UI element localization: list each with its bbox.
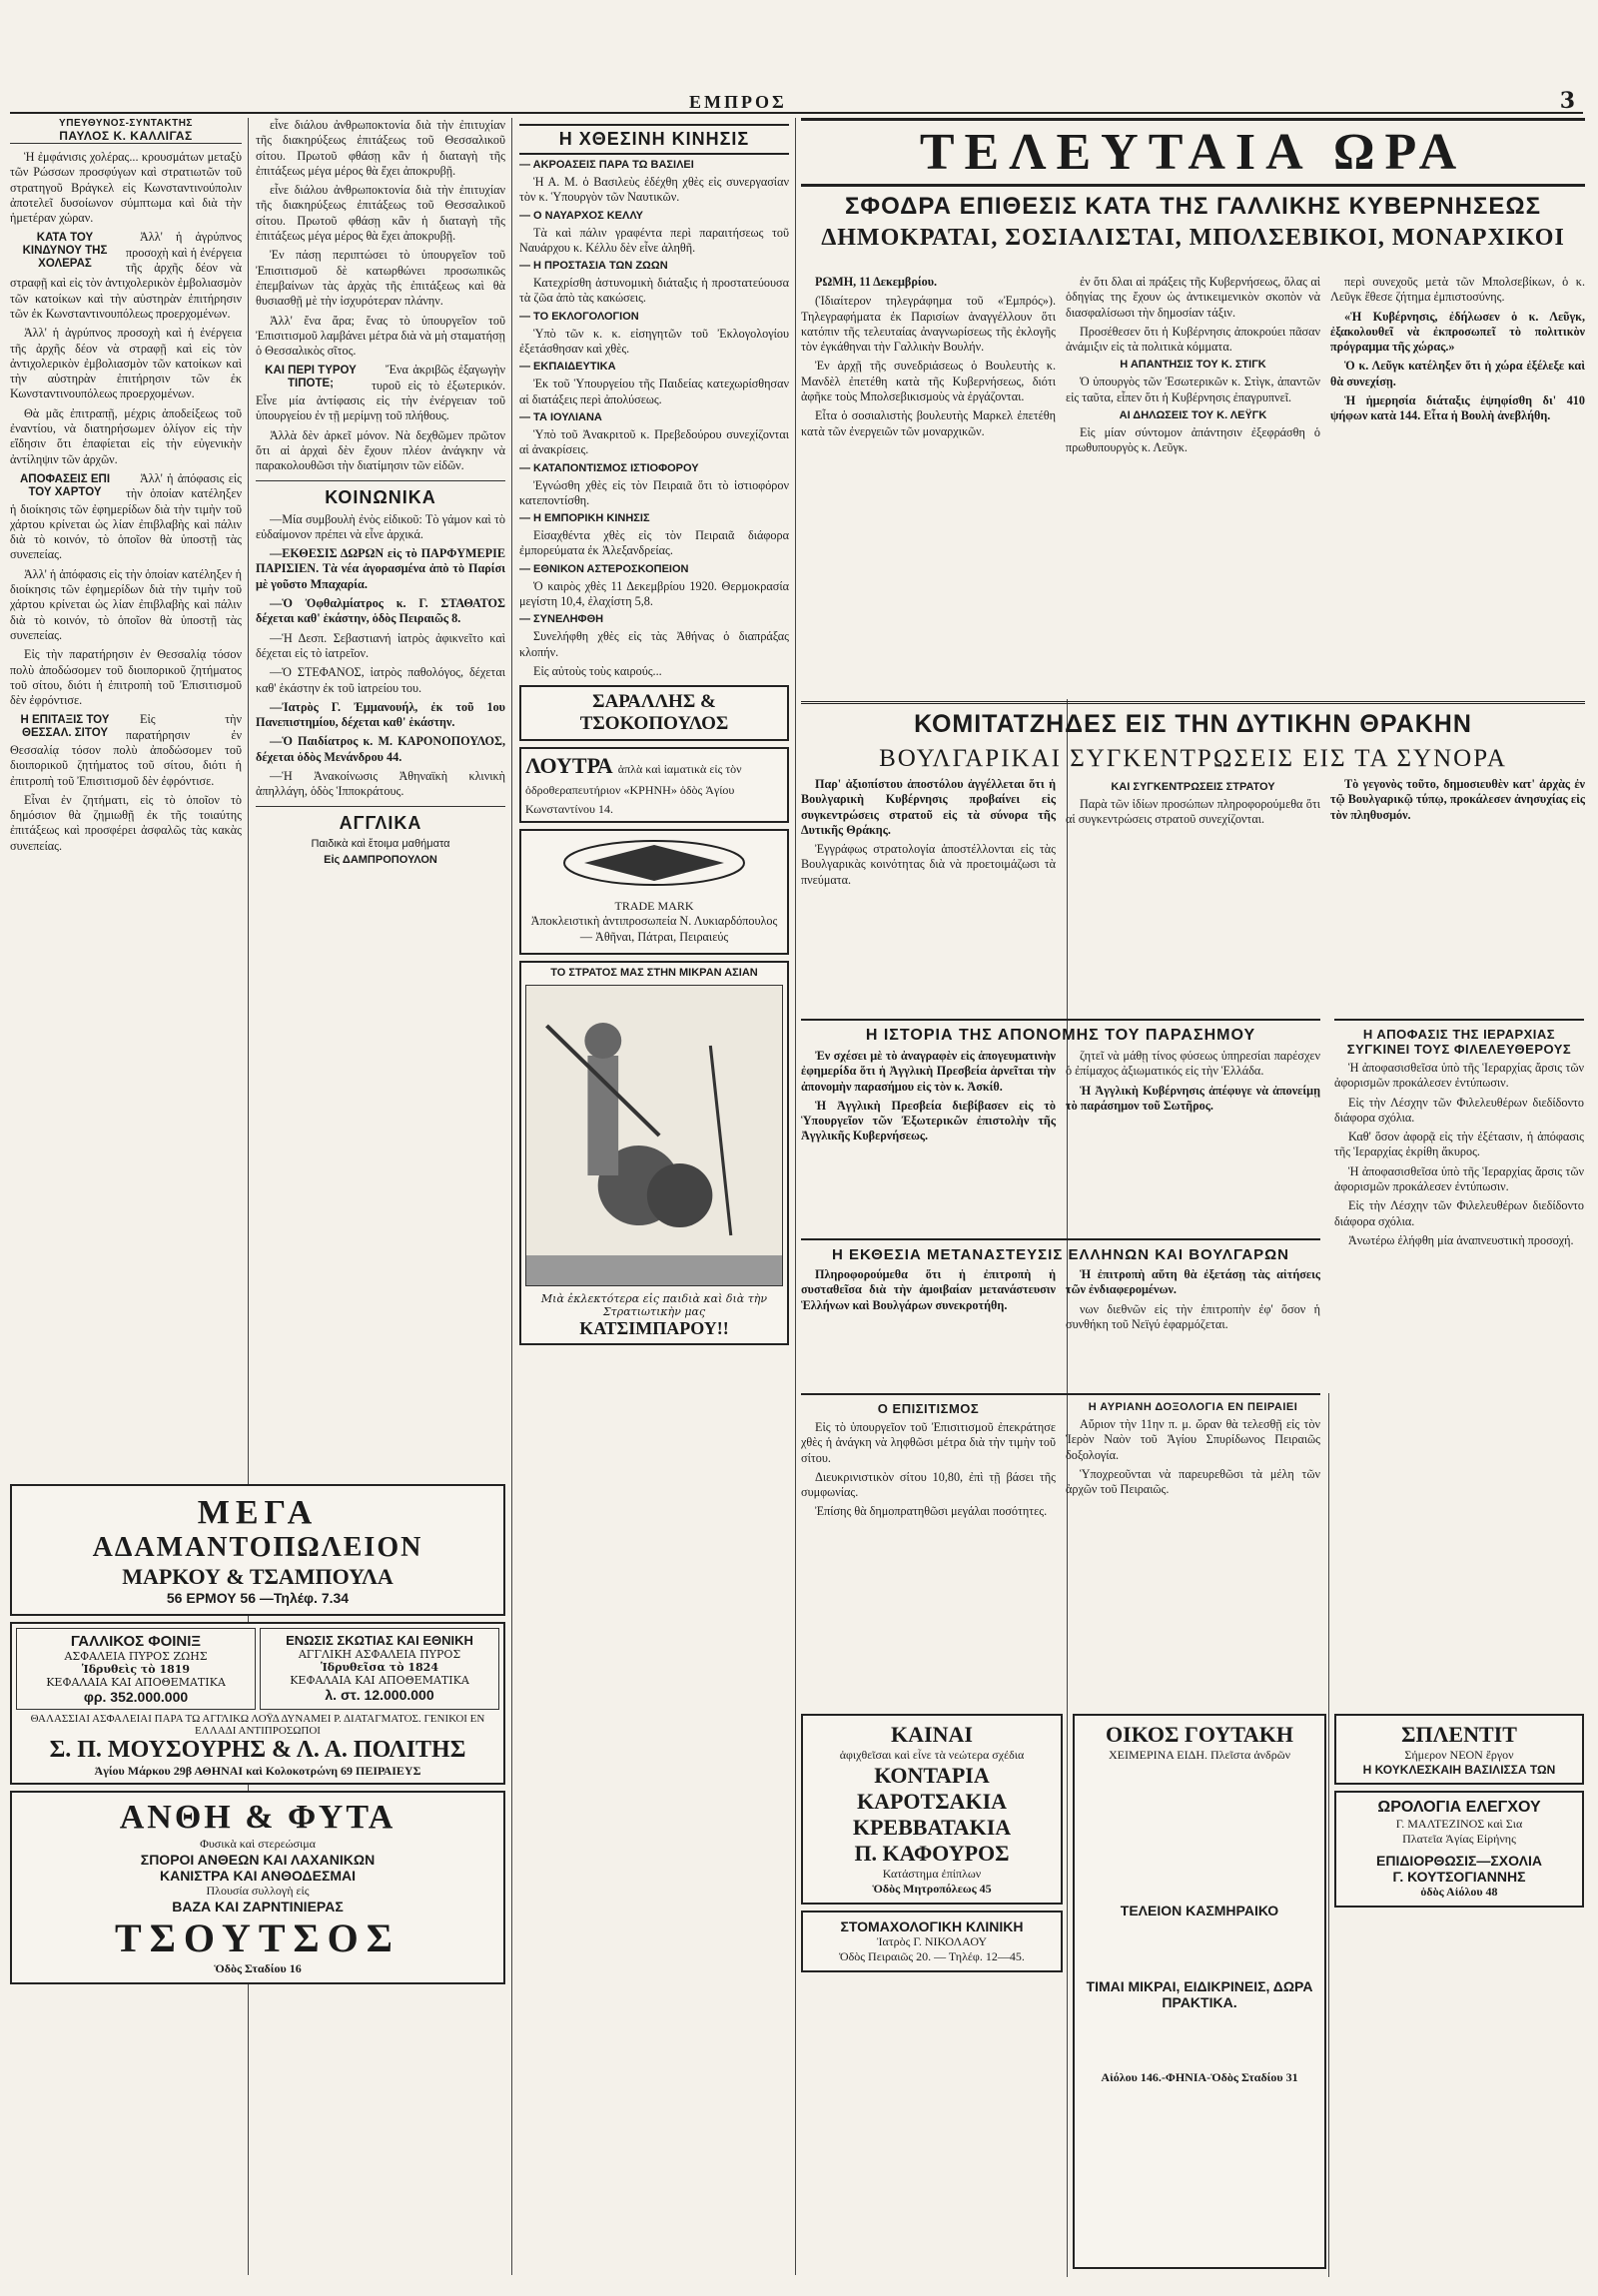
ad-saralis — [519, 685, 789, 741]
social-item: —Ὁ Ὀφθαλμίατρος κ. Γ. ΣΤΑΘΑΤΟΣ δέχεται καθ' ἑκάστην, ὁδὸς Πειραιῶς 8. — [256, 596, 505, 626]
article-text: Παρ' ἀξιοπίστου ἀποστόλου ἀγγέλλεται ὅτι ἡ Βουλγαρικὴ Κυβέρνησις προβαίνει εἰς συγκεντρώσεις στρατοῦ εἰς τὰ σύνορα τῆς Δυτικῆς Θράκης. — [801, 777, 1056, 837]
ad-clinic-address: Ὁδὸς Πειραιῶς 20. — Τηλέφ. 12—45. — [839, 1949, 1025, 1963]
ad-trademark — [519, 829, 789, 955]
article-text: Ὑποχρεοῦνται νὰ παρευρεθῶσι τὰ μέλη τῶν ἀρχῶν τοῦ Πειραιῶς. — [1066, 1466, 1320, 1497]
ad-flowers-name: ΤΣΟΥΤΣΟΣ — [115, 1915, 400, 1960]
insurance-right-amount: λ. στ. 12.000.000 — [325, 1687, 434, 1703]
article-text: Ἡ ἐμφάνισις χολέρας... κρουσμάτων μεταξὺ τῶν Ρώσσων προσφύγων καὶ στρατιωτῶν τοῦ στρατηγοῦ Βράγκελ εἰς Κωνσταντινούπολιν ἀποτελεῖ δυσοίωνον σύμπτωμα καὶ διὰ τὴν ἡμετέραν χώραν. — [10, 150, 242, 226]
ad-watches-sub: Γ. ΜΑΛΤΕΖΙΝΟΣ καὶ Σια — [1395, 1817, 1523, 1831]
ad-trademark-text: Ἀποκλειστικὴ ἀντιπροσωπεία Ν. Λυκιαρδόπουλος — Ἀθῆναι, Πάτραι, Πειραιεύς — [530, 914, 778, 944]
article-text: Τὸ γεγονὸς τοῦτο, δημοσιευθὲν κατ' ἀρχὰς ἐν τῷ Βουλγαρικῷ τύπῳ, προκάλεσεν ἀνησυχίας εἰς τὸν πληθυσμόν. — [1330, 777, 1585, 822]
article-french-govt — [801, 275, 1585, 694]
article-text: Εἰς τὴν παρατήρησιν ἐν Θεσσαλίᾳ τόσον πολὺ ἀποδώσομεν τοῦ διοιπορικοῦ ζητήματος τοῦ σίτου, διότι ἡ ἐπιτροπὴ τοῦ Ἐπισιτισμοῦ δὲν ἐφρόντισε. — [10, 647, 242, 708]
byline-label: ΥΠΕΥΘΥΝΟΣ-ΣΥΝΤΑΚΤΗΣ — [59, 118, 193, 129]
article-text: Ἀλλ' ἔνα ἄρα; ἕνας τὸ ὑπουργεῖον τοῦ Ἐπισιτισμοῦ λαμβάνει μέτρα διὰ νὰ μὴ σταματήσῃ ὁ Θεσσαλικὸς σῖτος. — [256, 313, 505, 359]
article-column — [1330, 275, 1585, 694]
ad-english-title: ΑΓΓΛΙΚΑ — [339, 812, 422, 833]
column-2 — [256, 118, 505, 1471]
ad-goutaki-address: Αἰόλου 146.-ΦΗΝΙΑ-Ὁδὸς Σταδίου 31 — [1101, 2070, 1298, 2084]
article-text: νων διεθνῶν εἰς τὴν ἐπιτροπὴν ἐφ' ὅσον ἡ συνθήκη τοῦ Νεϊγύ ἐφαρμόζεται. — [1066, 1301, 1320, 1331]
article-column — [1066, 275, 1320, 694]
ad-english-line: Εἰς ΔΑΜΠΡΟΠΟΥΛΟΝ — [324, 853, 437, 866]
ad-saralis-title: ΣΑΡΑΛΛΗΣ & ΤΣΟΚΟΠΟΥΛΟΣ — [579, 691, 729, 735]
article-supply — [801, 1393, 1320, 1705]
article-text: Προσέθεσεν ὅτι ἡ Κυβέρνησις ἀποκρούει πᾶσαν ἀνάμιξιν εἰς τὰ πολιτικὰ κόμματα. — [1066, 324, 1320, 355]
ad-goutaki-sub: ΧΕΙΜΕΡΙΝΑ ΕΙΔΗ. Πλεῖστα ἀνδρῶν — [1108, 1748, 1291, 1762]
illustration-soldiers-icon — [525, 985, 783, 1286]
insurance-left — [16, 1628, 256, 1710]
article-text: Εἰς τὴν Λέσχην τῶν Φιλελευθέρων διεδίδοντο διάφορα σχόλια. — [1334, 1095, 1584, 1125]
column-rule — [511, 118, 512, 2275]
ad-flowers-line: ΒΑΖΑ ΚΑΙ ΖΑΡΝΤΙΝΙΕΡΑΣ — [172, 1899, 344, 1914]
ads-block-middle — [801, 1708, 1063, 2277]
ad-furniture — [801, 1714, 1063, 1905]
article-text: Παρὰ τῶν ἰδίων προσώπων πληροφορούμεθα ὅτι αἱ συγκεντρώσεις στρατοῦ συνεχίζονται. — [1066, 797, 1320, 827]
article-thrace — [801, 701, 1585, 1019]
side-heading: ΚΑΤΑ ΤΟΥ ΚΙΝΔΥΝΟΥ ΤΗΣ ΧΟΛΕΡΑΣ — [22, 232, 108, 271]
article-text: Ἡ ἀποφασισθεῖσα ὑπὸ τῆς Ἱεραρχίας ἄρσις τῶν ἀφορισμῶν προκάλεσεν ἐντύπωσιν. — [1334, 1061, 1584, 1091]
ad-insurance — [10, 1622, 505, 1785]
ad-jewelry — [10, 1484, 505, 1616]
ad-furniture-new: ΚΑΙΝΑΙ — [891, 1722, 973, 1747]
ad-furniture-item: ΚΡΕΒΒΑΤΑΚΙΑ — [852, 1815, 1012, 1840]
news-subhead: — ΤΑ ΙΟΥΛΙΑΝΑ — [519, 410, 602, 423]
news-subhead: — ΕΚΠΑΙΔΕΥΤΙΚΑ — [519, 361, 616, 374]
section-heading-social: ΚΟΙΝΩΝΙΚΑ — [325, 486, 436, 507]
article-subhead: ΚΑΙ ΣΥΓΚΕΝΤΡΩΣΕΙΣ ΣΤΡΑΤΟΥ — [1111, 781, 1275, 793]
article-text: Ἀλλ' ἡ ἀγρύπνος προσοχὴ καὶ ἡ ἐνέργεια τῆς ἀρχῆς δέον νὰ στραφῇ καὶ εἰς τὸν ἀντιχολερικὸν ἐμβολιασμὸν τῶν κατοίκων καὶ τὴν αὐστηρὰν ἐπιτήρησιν τῶν ἐκ Κωνσταντινουπόλεως προερχομένων. — [10, 230, 242, 321]
article-text: Ἐν πάσῃ περιπτώσει τὸ ὑπουργεῖον τοῦ Ἐπισιτισμοῦ δὲ κατωρθώνει προσωπικῶς ἐπεμβαίνων τὰς ἀρχὰς τῆς ἐπιτάξεως καὶ θὰ θυσιασθῇ μὲ τὴν ἰσχυρότεραν πλάνην. — [256, 248, 505, 309]
article-thrace-deck: ΒΟΥΛΓΑΡΙΚΑΙ ΣΥΓΚΕΝΤΡΩΣΕΙΣ ΕΙΣ ΤΑ ΣΥΝΟΡΑ — [879, 745, 1507, 772]
social-item: —Μία συμβουλὴ ἐνὸς εἰδικοῦ: Τὸ γάμον καὶ τὸ εὐδαίμονον πρέπει νὰ εἶνε ἀρχικά. — [256, 511, 505, 541]
article-text: Εἰς τὴν Λέσχην τῶν Φιλελευθέρων διεδίδοντο διάφορα σχόλια. — [1334, 1198, 1584, 1228]
article-text: Ἡ Ἀγγλικὴ Πρεσβεία διεβίβασεν εἰς τὸ Ὑπουργεῖον τῶν Ἐξωτερικῶν ἐπιστολὴν τῆς Ἀγγλικῆς Κυβερνήσεως. — [801, 1098, 1056, 1144]
ad-watches — [1334, 1791, 1584, 1908]
ad-furniture-sub: ἀφιχθεῖσαι καὶ εἶνε τὰ νεώτερα σχέδια — [839, 1748, 1025, 1762]
social-item: —ΕΚΘΕΣΙΣ ΔΩΡΩΝ εἰς τὸ ΠΑΡΦΥΜΕΡΙΕ ΠΑΡΙΣΙΕΝ. Τὰ νέα ἀγορασμένα ἀπὸ τὸ Παρίσι μὲ γοῦστο Μπαχαρία. — [256, 546, 505, 591]
insurance-left-sub: ΑΣΦΑΛΕΙΑ ΠΥΡΟΣ ΖΩΗΣ — [64, 1650, 208, 1663]
insurance-left-cap: ΚΕΦΑΛΑΙΑ ΚΑΙ ΑΠΟΘΕΜΑΤΙΚΑ — [46, 1676, 226, 1689]
article-text: Ἔνα ἀκριβῶς ἐξαγωγὴν τυροῦ εἰς τὸ ἐξωτερικόν. Εἶνε μία ἀντίφασις εἰς τὴν ἐνέργειαν τοῦ ὑπουργείου ἐν τῇ μερίμνῃ τοῦ πλήθους. — [256, 363, 505, 423]
banner-deck-2: ΔΗΜΟΚΡΑΤΑΙ, ΣΟΣΙΑΛΙΣΤΑΙ, ΜΠΟΛΣΕΒΙΚΟΙ, ΜΟΝΑΡΧΙΚΟΙ — [821, 225, 1565, 251]
ad-katsimbarou-foot: Μιὰ ἐκλεκτότερα εἰς παιδιὰ καὶ διὰ τὴν Στρατιωτικὴν μας — [540, 1291, 768, 1318]
banner-deck-1: ΣΦΟΔΡΑ ΕΠΙΘΕΣΙΣ ΚΑΤΑ ΤΗΣ ΓΑΛΛΙΚΗΣ ΚΥΒΕΡΝΗΣΕΩΣ — [844, 193, 1541, 220]
ad-english-line: Παιδικὰ καὶ ἔτοιμα μαθήματα — [311, 837, 450, 850]
news-subhead: — Η ΕΜΠΟΡΙΚΗ ΚΙΝΗΣΙΣ — [519, 512, 650, 525]
article-hierarchy — [1334, 1019, 1584, 1705]
news-item: Ἐκ τοῦ Ὑπουργείου τῆς Παιδείας κατεχωρίσθησαν αἱ διατάξεις περὶ ἀπολύσεως. — [519, 377, 789, 406]
article-text: Ἐπίσης θὰ δημοπρατηθῶσι μεγάλαι ποσότητες. — [815, 1504, 1048, 1519]
article-thrace-head: ΚΟΜΙΤΑΤΖΗΔΕΣ ΕΙΣ ΤΗΝ ΔΥΤΙΚΗΝ ΘΡΑΚΗΝ — [914, 710, 1472, 738]
article-text: Εἰς τὸ ὑπουργεῖον τοῦ Ἐπισιτισμοῦ ἐπεκράτησε χθὲς ἡ ἀνάγκη νὰ ληφθῶσι μέτρα διὰ τὴν τιμὴν τοῦ σίτου. — [801, 1420, 1056, 1465]
news-subhead: — Η ΠΡΟΣΤΑΣΙΑ ΤΩΝ ΖΩΩΝ — [519, 260, 668, 273]
article-medal-head: Η ΙΣΤΟΡΙΑ ΤΗΣ ΑΠΟΝΟΜΗΣ ΤΟΥ ΠΑΡΑΣΗΜΟΥ — [865, 1027, 1256, 1044]
ad-loutra-text: ἁπλὰ καὶ ἰαματικὰ εἰς τὸν ὁδροθεραπευτήριον «ΚΡΗΝΗ» ὁδὸς Ἁγίου Κωνσταντίνου 14. — [525, 762, 742, 817]
ad-watches-title: ΩΡΟΛΟΓΙΑ ΕΛΕΓΧΟΥ — [1377, 1799, 1541, 1816]
ad-flowers-line: Πλουσία συλλογὴ εἰς — [206, 1884, 310, 1898]
article-supply-head: Ο ΕΠΙΣΙΤΙΣΜΟΣ — [877, 1401, 980, 1416]
article-text: Καθ' ὅσον ἀφορᾷ εἰς τὴν ἐξέτασιν, ἡ ἀπόφασις τῆς Ἱεραρχίας ἐκρίθη ἄκυρος. — [1334, 1130, 1584, 1159]
article-text: Ἀλλ' ἡ ἀπόφασις εἰς τὴν ὁποίαν κατέληξεν ἡ διοίκησις τῶν ἐφημερίδων διὰ τὴν τιμὴν τοῦ χάρτου κρίνεται ὡς λίαν ἐπιβλαβὴς καὶ πάλιν διὰ τὸ κοινόν, τὸ ὁποῖον θὰ ὑποστῇ τὰς συνεπείας. — [10, 470, 242, 562]
article-text: περὶ συνεχοῦς μετὰ τῶν Μπολσεβίκων, ὁ κ. Λεῦγκ ἔθεσε ζήτημα ἐμπιστοσύνης. — [1330, 275, 1585, 305]
ad-flowers — [10, 1791, 505, 1984]
ad-splendid — [1334, 1714, 1584, 1785]
ad-goutaki-line: ΤΕΛΕΙΟΝ ΚΑΣΜΗΡΑΙΚΟ — [1120, 1903, 1279, 1918]
article-migration — [801, 1238, 1320, 1390]
ad-loutra — [519, 747, 789, 823]
ad-loutra-title: ΛΟΥΤΡΑ — [525, 753, 613, 779]
insurance-left-year: Ἱδρυθεὶς τὸ 1819 — [81, 1663, 191, 1676]
article-medal — [801, 1019, 1320, 1238]
ad-flowers-line: ΚΑΝΙΣΤΡΑ ΚΑΙ ΑΝΘΟΔΕΣΜΑΙ — [159, 1868, 357, 1884]
article-text: Εἰς μίαν σύντομον ἀπάντησιν ἐξεφράσθη ὁ πρωθυπουργὸς κ. Λεῦγκ. — [1066, 425, 1320, 455]
insurance-agents-address: Ἁγίου Μάρκου 29β ΑΘΗΝΑΙ καὶ Κολοκοτρώνη 69 ΠΕΙΡΑΙΕΥΣ — [94, 1764, 421, 1778]
ad-splendid-film: Η ΚΟΥΚΛΕΣΚΑΙΗ ΒΑΣΙΛΙΣΣΑ ΤΩΝ — [1362, 1763, 1556, 1777]
column-1 — [10, 118, 242, 858]
insurance-left-title: ΓΑΛΛΙΚΟΣ ΦΟΙΝΙΞ — [70, 1633, 202, 1650]
news-item: Ἡ Α. Μ. ὁ Βασιλεὺς ἐδέχθη χθὲς εἰς συνεργασίαν τὸν κ. Ὑπουργὸν τῶν Ναυτικῶν. — [519, 175, 789, 205]
article-subhead: Η ΑΠΑΝΤΗΣΙΣ ΤΟΥ Κ. ΣΤΙΓΚ — [1120, 359, 1266, 372]
ad-goutaki — [1073, 1714, 1326, 2269]
ad-repair-name: Γ. ΚΟΥΤΣΟΓΙΑΝΝΗΣ — [1392, 1869, 1526, 1885]
insurance-common: ΘΑΛΑΣΣΙΑΙ ΑΣΦΑΛΕΙΑΙ ΠΑΡΑ ΤΩ ΑΓΓΛΙΚΩ ΛΟΫΔ ΔΥΝΑΜΕΙ Ρ. ΔΙΑΤΑΓΜΑΤΟΣ. ΓΕΝΙΚΟΙ ΕΝ ΕΛΛΑΔΙ ΑΝΤΙΠΡΟΣΩΠΟΙ — [30, 1713, 485, 1737]
ad-furniture-name: Π. ΚΑΦΟΥΡΟΣ — [854, 1841, 1010, 1866]
news-subhead: — ΑΚΡΟΑΣΕΙΣ ΠΑΡΑ ΤΩ ΒΑΣΙΛΕΙ — [519, 159, 694, 171]
article-subhead: ΑΙ ΔΗΛΩΣΕΙΣ ΤΟΥ Κ. ΛΕΫΓΚ — [1119, 409, 1267, 422]
article-text: Αὔριον τὴν 11ην π. μ. ὥραν θὰ τελεσθῇ εἰς τὸν Ἱερὸν Ναὸν τοῦ Ἁγίου Σπυρίδωνος Πειραιῶς δοξολογία. — [1066, 1417, 1320, 1462]
article-doxology-head: Η ΑΥΡΙΑΝΗ ΔΟΞΟΛΟΓΙΑ ΕΝ ΠΕΙΡΑΙΕΙ — [1088, 1401, 1298, 1413]
insurance-agents: Σ. Π. ΜΟΥΣΟΥΡΗΣ & Λ. Α. ΠΟΛΙΤΗΣ — [49, 1737, 466, 1763]
article-text: Εἶτα ὁ σοσιαλιστὴς βουλευτὴς Μαρκελ ἐπετέθη κατὰ τῶν ἐνεργειῶν τῶν μοναρχικῶν. — [801, 408, 1056, 438]
article-text: εἶνε διάλου ἀνθρωποκτονία διὰ τὴν ἐπιτυχίαν τῆς διακηρύξεως ἐπιτάξεως τοῦ Θεσσαλικοῦ σίτου. Πρωτοῦ φθάσῃ κἂν ἡ διαταγὴ τῆς ἐπιτάξεως μέγα μέρος θὰ ἔχει ἀποκρυβῇ. — [256, 118, 505, 178]
ad-flowers-line: ΣΠΟΡΟΙ ΑΝΘΕΩΝ ΚΑΙ ΛΑΧΑΝΙΚΩΝ — [140, 1852, 376, 1868]
social-item: —Ἡ Δεσπ. Σεβαστιανή ἰατρὸς ἀφικνεῖτο καὶ δέχεται εἰς τὸ ἰατρεῖον. — [256, 630, 505, 660]
ad-jewelry-title: ΑΔΑΜΑΝΤΟΠΩΛΕΙΟΝ — [92, 1532, 423, 1563]
article-text: Διευκρινιστικὸν σίτου 10,80, ἐπὶ τῇ βάσει τῆς συμφωνίας. — [801, 1469, 1056, 1500]
trademark-label: TRADE MARK — [614, 899, 694, 914]
insurance-left-amount: φρ. 352.000.000 — [83, 1689, 189, 1705]
insurance-right-year: Ἱδρυθεῖσα τὸ 1824 — [320, 1661, 438, 1674]
social-item: —Ὁ ΣΤΕΦΑΝΟΣ, ἰατρὸς παθολόγος, δέχεται καθ' ἑκάστην ἐκ τοῦ ἰατρείου του. — [256, 665, 505, 695]
insurance-right-title: ΕΝΩΣΙΣ ΣΚΩΤΙΑΣ ΚΑΙ ΕΘΝΙΚΗ — [286, 1633, 473, 1648]
breaking-news-banner — [801, 118, 1585, 252]
news-item: Ὁ καιρὸς χθὲς 11 Δεκεμβρίου 1920. Θερμοκρασία μεγίστη 10,4, ἐλαχίστη 5,8. — [519, 578, 789, 609]
news-subhead: — Ο ΝΑΥΑΡΧΟΣ ΚΕΛΛΥ — [519, 209, 644, 222]
article-text: εἶνε διάλου ἀνθρωποκτονία διὰ τὴν ἐπιτυχίαν τῆς διακηρύξεως ἐπιτάξεως τοῦ Θεσσαλικοῦ σίτου. Πρωτοῦ φθάσῃ κἂν ἡ διαταγὴ τῆς ἐπιτάξεως μέγα μέρος θὰ ἔχει ἀποκρυβῇ. — [256, 183, 505, 244]
news-item: Εἰς αὐτοὺς τοὺς καιρούς... — [533, 663, 662, 678]
ad-jewelry-address: 56 ΕΡΜΟΥ 56 —Τηλέφ. 7.34 — [166, 1590, 350, 1606]
article-text: Ἀλλ' ἡ ἀγρύπνος προσοχὴ καὶ ἡ ἐνέργεια τῆς ἀρχῆς δέον νὰ στραφῇ καὶ εἰς τὸν ἀντιχολερικὸν ἐμβολιασμὸν τῶν κατοίκων καὶ τὴν αὐστηρὰν ἐπιτήρησιν τῶν ἐκ Κωνσταντινουπόλεως προερχομένων. — [10, 326, 242, 401]
news-item: Ἐγνώσθη χθὲς εἰς τὸν Πειραιᾶ ὅτι τὸ ἱστιοφόρον κατεποντίσθη. — [519, 477, 789, 507]
ad-clinic-doctor: Ἰατρὸς Γ. ΝΙΚΟΛΑΟΥ — [876, 1934, 988, 1948]
ads-block-goutaki — [1073, 1708, 1326, 2277]
article-text: Ἐν ἀρχῇ τῆς συνεδριάσεως ὁ Βουλευτὴς κ. Μανδὲλ ἐπετέθη κατὰ τῆς Κυβερνήσεως, διότι ἀφῆκε τοὺς Μπολσεβικισμοὺς νὰ ἐργάζονται. — [801, 359, 1056, 404]
ad-clinic-title: ΣΤΟΜΑΧΟΛΟΓΙΚΗ ΚΛΙΝΙΚΗ — [840, 1918, 1024, 1934]
byline: ΠΑΥΛΟΣ Κ. ΚΑΛΛΙΓΑΣ — [10, 129, 242, 144]
article-text: ζητεῖ νὰ μάθῃ τίνος φύσεως ὑπηρεσίαι παρέσχεν ὁ ἐπίμαχος ἀξιωματικός εἰς τὴν Ἑλλάδα. — [1066, 1049, 1320, 1079]
ad-furniture-item: ΚΑΡΟΤΣΑΚΙΑ — [856, 1789, 1008, 1814]
article-text: Ἐν σχέσει μὲ τὸ ἀναγραφὲν εἰς ἀπογευματινὴν ἐφημερίδα ὅτι ἡ Ἀγγλικὴ Πρεσβεία ἀρνεῖται τὴν ἀπονομὴν παρασήμου εἰς τὸν κ. Ἀσκίθ. — [801, 1049, 1056, 1094]
news-item: Ὑπὸ τοῦ Ἀνακριτοῦ κ. Πρεβεδούρου συνεχίζονται αἱ ἀνακρίσεις. — [519, 426, 789, 457]
ad-clinic — [801, 1911, 1063, 1972]
social-item: —Ὁ Παιδίατρος κ. Μ. ΚΑΡΟΝΟΠΟΥΛΟΣ, δέχεται ὁδὸς Μενάνδρου 44. — [256, 734, 505, 764]
ad-goutaki-title: ΟΙΚΟΣ ΓΟΥΤΑΚΗ — [1106, 1722, 1293, 1747]
article-text: Ἀλλὰ δὲν ἀρκεῖ μόνον. Νὰ δεχθῶμεν πρῶτον ὅτι αἱ ἀρχαὶ δὲν ἔχουν πλέον ἀνάγκην νὰ παρακολουθῶσι τὴν διατίμησιν τῶν εἰδῶν. — [256, 427, 505, 473]
article-text: Εἶναι ἐν ζητήματι, εἰς τὸ ὁποῖον τὸ δημόσιον θὰ ζημιωθῇ ἐκ τῆς τοιαύτης ἐπιτάξεως καὶ προσφέρει ἀσφαλῶς τὰς κακὰς συνεπείας. — [10, 792, 242, 853]
article-text: Ἡ ἡμερησία διάταξις ἐψηφίσθη δι' 410 ψήφων κατὰ 144. Εἶτα ἡ Βουλὴ ἀνεβλήθη. — [1330, 393, 1585, 423]
ad-flowers-line: Φυσικὰ καὶ στερεώσιμα — [200, 1837, 316, 1851]
ad-repair-address: ὁδὸς Αἰόλου 48 — [1420, 1885, 1498, 1899]
ad-katsimbarou — [519, 961, 789, 1345]
news-item: Εἰσαχθέντα χθὲς εἰς τὸν Πειραιᾶ διάφορα ἐμπορεύματα ἐκ Ἀλεξανδρείας. — [519, 528, 789, 558]
ad-splendid-title: ΣΠΛΕΝΤΙΤ — [1401, 1722, 1517, 1747]
article-text: Ἡ Ἀγγλικὴ Κυβέρνησις ἀπέφυγε νὰ ἀπονείμῃ τὸ παράσημον τοῦ Σωτῆρος. — [1066, 1083, 1320, 1113]
column-3 — [519, 118, 789, 2275]
ad-katsimbarou-brand: ΚΑΤΣΙΜΠΑΡΟΥ!! — [579, 1317, 729, 1338]
ad-watches-address: Πλατεῖα Ἁγίας Εἰρήνης — [1402, 1832, 1516, 1846]
news-subhead: — ΤΟ ΕΚΛΟΓΟΛΟΓΙΟΝ — [519, 310, 639, 323]
insurance-right-sub: ΑΓΓΛΙΚΗ ΑΣΦΑΛΕΙΑ ΠΥΡΟΣ — [298, 1648, 461, 1661]
social-item: —Ἡ Ἀνακοίνωσις Ἀθηναϊκὴ κλινικὴ ἀπηλλάγη, ὁδὸς Ἱπποκράτους. — [256, 768, 505, 799]
ad-furniture-address: Ὁδὸς Μητροπόλεως 45 — [872, 1882, 992, 1896]
ad-goutaki-line: ΤΙΜΑΙ ΜΙΚΡΑΙ, ΕΙΔΙΚΡΙΝΕΙΣ, ΔΩΡΑ ΠΡΑΚΤΙΚΑ. — [1086, 1978, 1313, 2010]
article-text: Ἀλλ' ἡ ἀπόφασις εἰς τὴν ὁποίαν κατέληξεν ἡ διοίκησις τῶν ἐφημερίδων διὰ τὴν τιμὴν τοῦ χάρτου κρίνεται ὡς λίαν ἐπιβλαβὴς καὶ πάλιν διὰ τὸ κοινόν, τὸ ὁποῖον θὰ ὑποστῇ τὰς συνεπείας. — [10, 566, 242, 642]
article-text: ἐν ὅτι δλαι αἱ πράξεις τῆς Κυβερνήσεως, ὅλας αἱ ὁδηγίας της ἔχουν ὡς ἀντικειμενικὸν σκοπὸν νὰ διασφαλίσωσι τὴν δημοσίαν τάξιν. — [1066, 275, 1320, 320]
newspaper-name: ΕΜΠΡΟΣ — [689, 92, 787, 112]
trademark-logo-icon — [554, 835, 754, 895]
news-subhead: — ΚΑΤΑΠΟΝΤΙΣΜΟΣ ΙΣΤΙΟΦΟΡΟΥ — [519, 461, 699, 474]
article-text: (Ἰδιαίτερον τηλεγράφημα τοῦ «Ἐμπρός»). Τηλεγραφήματα ἐκ Παρισίων ἀναγγέλλουν ὅτι κατόπιν τῆς τελευταίας ἀναγνωρίσεως τῆς ἐκλογῆς τὸν ἐγκάθηναι τὴν Γαλλικὴν Βουλήν. — [801, 294, 1056, 355]
side-heading: ΑΠΟΦΑΣΕΙΣ ΕΠΙ ΤΟΥ ΧΑΡΤΟΥ — [19, 472, 111, 498]
ad-jewelry-mega: ΜΕΓΑ — [197, 1494, 319, 1531]
ad-katsimbarou-caption: ΤΟ ΣΤΡΑΤΟΣ ΜΑΣ ΣΤΗΝ ΜΙΚΡΑΝ ΑΣΙΑΝ — [550, 966, 758, 979]
ad-furniture-store: Κατάστημα ἐπίπλων — [882, 1867, 982, 1881]
insurance-right — [260, 1628, 499, 1710]
ad-furniture-item: ΚΟΝΤΑΡΙΑ — [874, 1763, 990, 1788]
news-subhead: — ΣΥΝΕΛΗΦΘΗ — [519, 613, 604, 626]
article-text: Ἐγγράφως στρατολογία ἀποστέλλονται εἰς τὰς Βουλγαρικὰς κοινότητας διὰ νὰ προετοιμάζωσι τὰ πνεύματα. — [801, 842, 1056, 887]
news-subhead: — ΕΘΝΙΚΟΝ ΑΣΤΕΡΟΣΚΟΠΕΙΟΝ — [519, 562, 689, 575]
article-hierarchy-head: Η ΑΠΟΦΑΣΙΣ ΤΗΣ ΙΕΡΑΡΧΙΑΣ ΣΥΓΚΙΝΕΙ ΤΟΥΣ ΦΙΛΕΛΕΥΘΕΡΟΥΣ — [1346, 1027, 1572, 1057]
article-text: Εἰς τὴν παρατήρησιν ἐν Θεσσαλίᾳ τόσον πολὺ ἀποδώσομεν τοῦ διοιπορικοῦ ζητήματος τοῦ σίτου, διότι ἡ ἐπιτροπὴ τοῦ Ἐπισιτισμοῦ δὲν ἐφρόντισε. — [10, 712, 242, 788]
news-item: Συνελήφθη χθὲς εἰς τὰς Ἀθήνας ὁ διαπράξας κλοπήν. — [519, 629, 789, 659]
social-item: —Ἰατρὸς Γ. Ἐμμανουήλ, ἐκ τοῦ 1ου Πανεπιστημίου, δέχεται καθ' ἑκάστην. — [256, 699, 505, 730]
article-text: Πληροφορούμεθα ὅτι ἡ ἐπιτροπὴ ἡ συσταθεῖσα διὰ τὴν ἀμοιβαίαν μετανάστευσιν Ἑλλήνων καὶ Βουλγάρων συνεκροτήθη. — [801, 1267, 1056, 1312]
ad-splendid-sub: Σήμερον ΝΕΟΝ ἔργον — [1404, 1748, 1514, 1762]
news-item: Ὑπὸ τῶν κ. κ. εἰσηγητῶν τοῦ Ἐκλογολογίου ἐξετάσθησαν καὶ χθὲς. — [519, 326, 789, 357]
ads-block-right — [1334, 1708, 1584, 2277]
article-text: Ὁ κ. Λεῦγκ κατέληξεν ὅτι ἡ χώρα ἐξέλεξε καὶ θὰ συνεχίσῃ. — [1330, 359, 1585, 388]
side-heading: Η ΕΠΙΤΑΞΙΣ ΤΟΥ ΘΕΣΣΑΛ. ΣΙΤΟΥ — [20, 714, 110, 740]
insurance-right-cap: ΚΕΦΑΛΑΙΑ ΚΑΙ ΑΠΟΘΕΜΑΤΙΚΑ — [290, 1674, 469, 1687]
side-heading: ΚΑΙ ΠΕΡΙ ΤΥΡΟΥ ΤΙΠΟΤΕ; — [265, 365, 357, 390]
article-text: Ὁ ὑπουργὸς τῶν Ἐσωτερικῶν κ. Στὶγκ, ἀπαντῶν εἰς ταῦτα, εἶπεν ὅτι ἡ Κυβέρνησις ἐπαγρυπνεῖ. — [1066, 375, 1320, 404]
masthead — [10, 88, 1583, 114]
column-rule — [795, 118, 796, 2275]
ads-block-left — [10, 1478, 505, 1990]
article-migration-head: Η ΕΚΘΕΣΙΑ ΜΕΤΑΝΑΣΤΕΥΣΙΣ ΕΛΛΗΝΩΝ ΚΑΙ ΒΟΥΛΓΑΡΩΝ — [831, 1246, 1290, 1263]
ad-repair-title: ΕΠΙΔΙΟΡΘΩΣΙΣ—ΣΧΟΛΙΑ — [1376, 1853, 1542, 1869]
banner-title: ΤΕΛΕΥΤΑΙΑ ΩΡΑ — [801, 118, 1585, 187]
article-text: «Ἡ Κυβέρνησις, ἐδήλωσεν ὁ κ. Λεῦγκ, ἐξακολουθεῖ νὰ ἐκπροσωπεῖ τὸ πολιτικὸν πρόγραμμα τῆς χώρας.» — [1330, 309, 1585, 355]
section-heading-news: Η ΧΘΕΣΙΝΗ ΚΙΝΗΣΙΣ — [519, 124, 789, 155]
article-column — [801, 275, 1056, 694]
column-rule — [1328, 1393, 1329, 2277]
article-text: Θὰ μᾶς ἐπιτραπῇ, μέχρις ἀποδείξεως τοῦ ἐναντίου, νὰ διατηρήσωμεν ὀλίγον εἰς τὴν εἴδησιν ὅτι ἐπαφίεται εἰς τὴν εὐγενικὴν ἀντίληψιν τῶν ἀρχῶν. — [10, 405, 242, 466]
dateline: ΡΩΜΗ, 11 Δεκεμβρίου. — [815, 275, 938, 289]
ad-flowers-title: ΑΝΘΗ & ΦΥΤΑ — [119, 1799, 397, 1836]
article-text: Ἡ ἐπιτροπὴ αὕτη θὰ ἐξετάσῃ τὰς αἰτήσεις τῶν ἐνδιαφερομένων. — [1066, 1267, 1320, 1297]
news-item: Κατεχρίσθη ἀστυνομικὴ διάταξις ἡ προστατεύουσα τὰ ζῶα ἀπὸ τὰς κακώσεις. — [519, 276, 789, 306]
ad-jewelry-owners: ΜΑΡΚΟΥ & ΤΣΑΜΠΟΥΛΑ — [122, 1564, 394, 1589]
page-number: 3 — [1559, 88, 1575, 114]
article-text: Ἀνωτέρω ἐλήφθη μία ἀναπνευστικὴ προσοχή. — [1348, 1232, 1574, 1247]
news-item: Τὰ καὶ πάλιν γραφέντα περὶ παραιτήσεως τοῦ Ναυάρχου κ. Κέλλυ δὲν εἶνε ἀληθῆ. — [519, 225, 789, 255]
article-text: Ἡ ἀποφασισθεῖσα ὑπὸ τῆς Ἱεραρχίας ἄρσις τῶν ἀφορισμῶν προκάλεσεν ἐντύπωσιν. — [1334, 1163, 1584, 1194]
ad-flowers-address: Ὁδὸς Σταδίου 16 — [214, 1961, 302, 1975]
